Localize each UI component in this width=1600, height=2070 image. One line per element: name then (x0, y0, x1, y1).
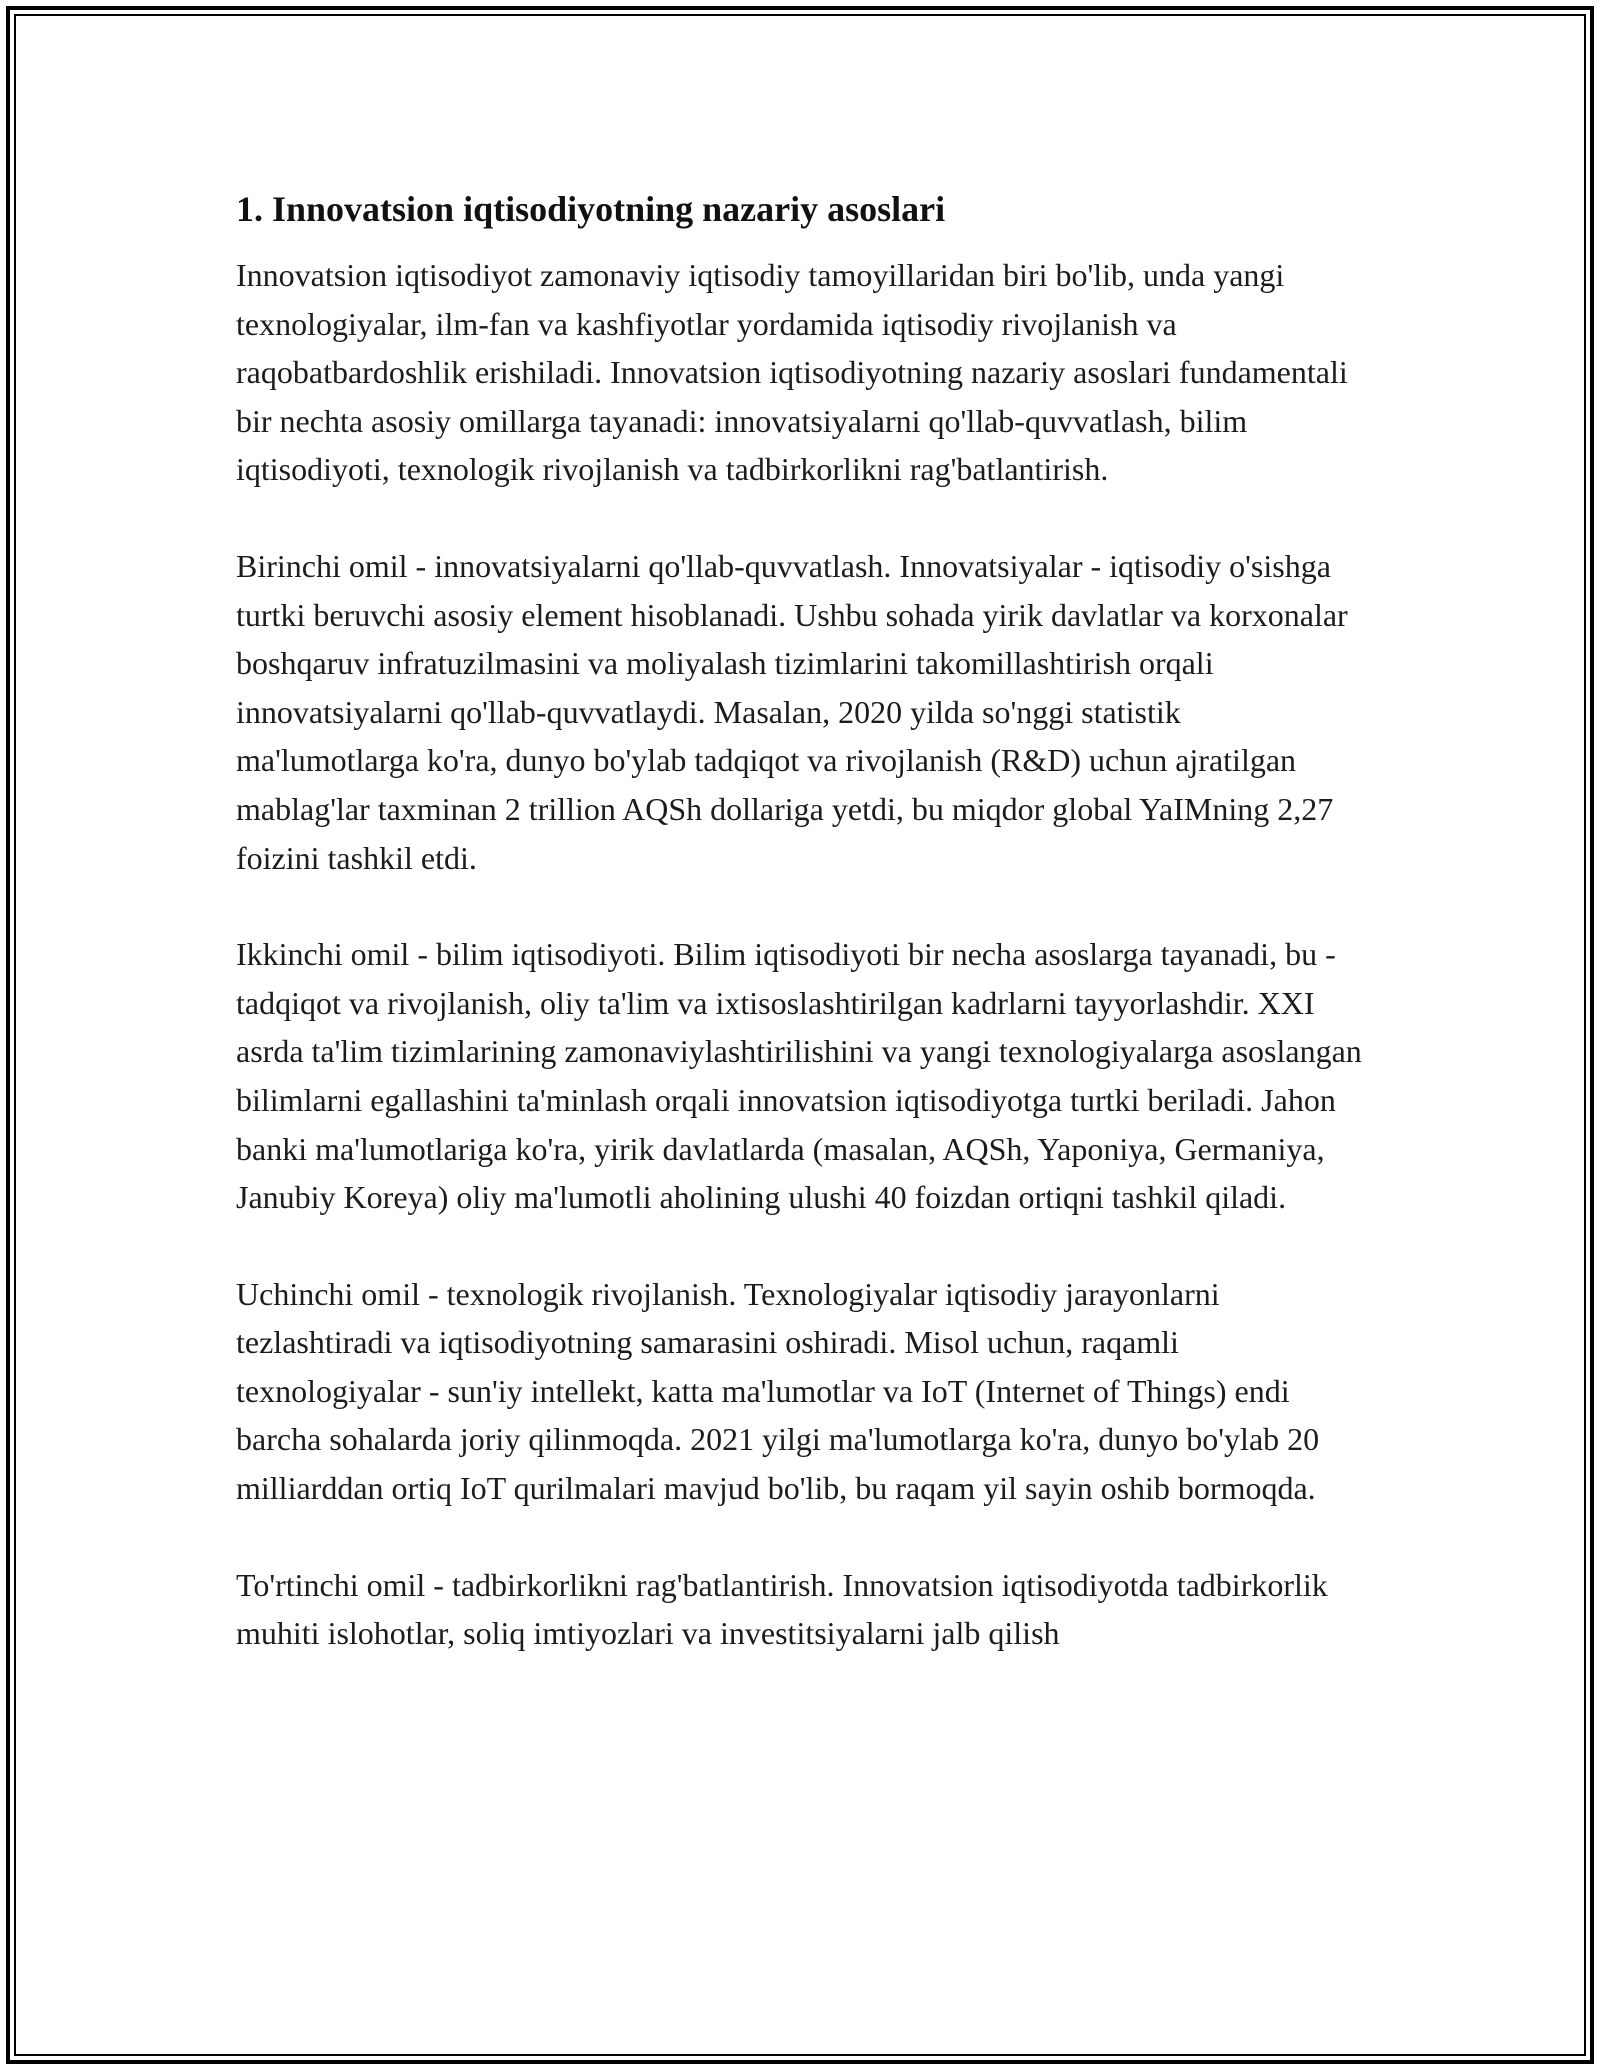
paragraph-intro: Innovatsion iqtisodiyot zamonaviy iqtisodiy tamoyillaridan biri bo'lib, unda yangi texnologiyalar, ilm-fan va kashfiyotlar yordamida iqtisodiy rivojlanish va raqobatbardoshlik erishiladi. Innovatsion iqtisodiyotning nazariy asoslari fundamentali bir nechta asosiy omillarga tayanadi: innovatsiyalarni qo'llab-quvvatlash, bilim iqtisodiyoti, texnologik rivojlanish va tadbirkorlikni rag'batlantirish. (236, 257, 1348, 488)
paragraph-first-factor: Birinchi omil - innovatsiyalarni qo'llab-quvvatlash. Innovatsiyalar - iqtisodiy o'sishga turtki beruvchi asosiy element hisoblanadi. Ushbu sohada yirik davlatlar va korxonalar boshqaruv infratuzilmasini va moliyalash tizimlarini takomillashtirish orqali innovatsiyalarni qo'llab-quvvatlaydi. Masalan, 2020 yilda so'nggi statistik ma'lumotlarga ko'ra, dunyo bo'ylab tadqiqot va rivojlanish (R&D) uchun ajratilgan mablag'lar taxminan 2 trillion AQSh dollariga yetdi, bu miqdor global YaIMning 2,27 foizini tashkil etdi. (236, 547, 1348, 876)
paragraph-second-factor: Ikkinchi omil - bilim iqtisodiyoti. Bilim iqtisodiyoti bir necha asoslarga tayanadi, bu - tadqiqot va rivojlanish, oliy ta'lim va ixtisoslashtirilgan kadrlarni tayyorlashdir. XXI asrda ta'lim tizimlarining zamonaviylashtirilishini va yangi texnologiyalarga asoslangan bilimlarni egallashini ta'minlash orqali innovatsion iqtisodiyotga turtki beriladi. Jahon banki ma'lumotlariga ko'ra, yirik davlatlarda (masalan, AQSh, Yaponiya, Germaniya, Janubiy Koreya) oliy ma'lumotli aholining ulushi 40 foizdan ortiqni tashkil qiladi. (236, 936, 1362, 1216)
paragraph-fourth-factor: To'rtinchi omil - tadbirkorlikni rag'batlantirish. Innovatsion iqtisodiyotda tadbirkorlik muhiti islohotlar, soliq imtiyozlari va investitsiyalarni jalb qilish (236, 1566, 1328, 1652)
paragraph-third-factor: Uchinchi omil - texnologik rivojlanish. Texnologiyalar iqtisodiy jarayonlarni tezlashtiradi va iqtisodiyotning samarasini oshiradi. Misol uchun, raqamli texnologiyalar - sun'iy intellekt, katta ma'lumotlar va IoT (Internet of Things) endi barcha sohalarda joriy qilinmoqda. 2021 yilgi ma'lumotlarga ko'ra, dunyo bo'ylab 20 milliarddan ortiq IoT qurilmalari mavjud bo'lib, bu raqam yil sayin oshib bormoqda. (236, 1275, 1320, 1507)
section-heading: 1. Innovatsion iqtisodiyotning nazariy asoslari (236, 189, 946, 229)
document-body (236, 185, 1371, 1706)
